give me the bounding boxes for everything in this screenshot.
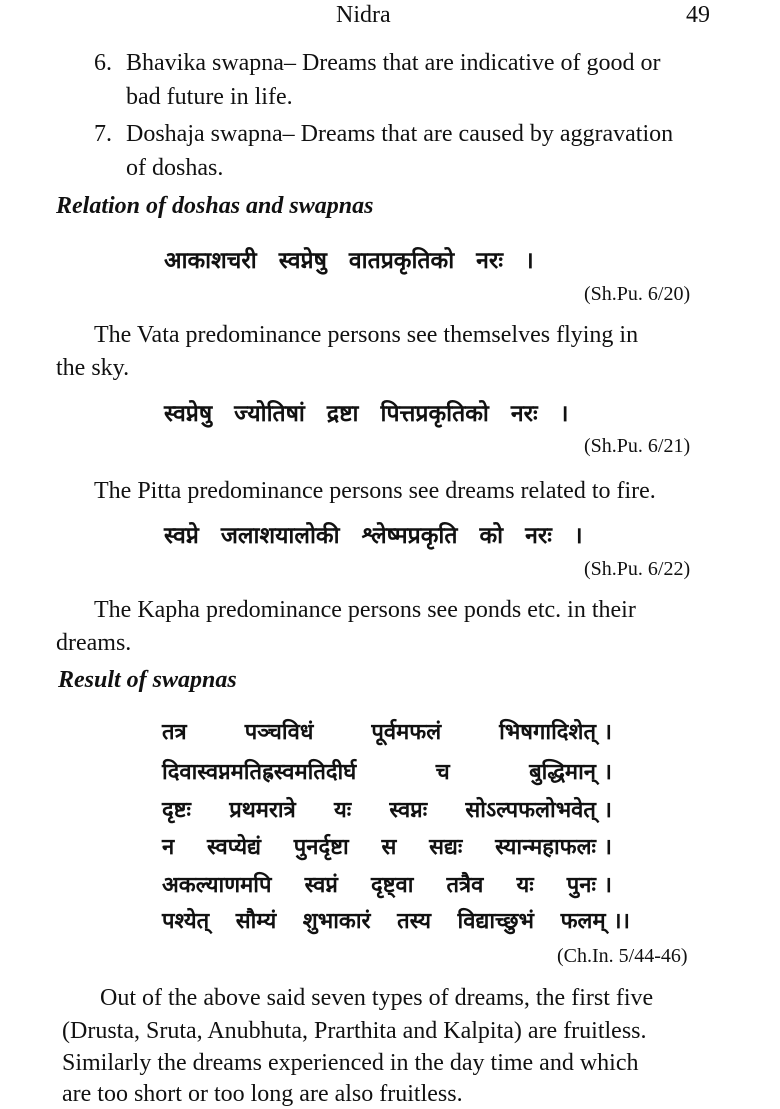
verse-word: स्वप्नः: [389, 798, 428, 823]
verse-word: विद्याच्छुभं: [457, 909, 535, 934]
section-heading-relation: Relation of doshas and swapnas: [56, 193, 374, 219]
verse-word: पूर्वमफलं: [371, 720, 442, 745]
paragraph-line: are too short or too long are also fruitless.: [62, 1081, 463, 1107]
paragraph-line: Similarly the dreams experienced in the day time and which: [62, 1050, 639, 1076]
verse-reference: (Sh.Pu. 6/22): [584, 558, 691, 580]
sanskrit-verse: स्वप्नेषु ज्योतिषां द्रष्टा पित्तप्रकृतिको नरः ।: [164, 401, 569, 427]
verse-word: स्वप्नं: [304, 873, 338, 898]
paragraph-line: The Pitta predominance persons see dreams related to fire.: [94, 478, 656, 504]
verse-word: पुनः ।: [566, 873, 612, 898]
verse-word: पञ्चविधं: [244, 720, 314, 745]
verse-word: सौम्यं: [235, 909, 277, 934]
verse-word: बुद्धिमान् ।: [529, 760, 612, 785]
verse-line: [162, 794, 612, 824]
verse-word: यः: [333, 798, 352, 823]
list-item-number: 7.: [94, 121, 112, 147]
verse-word: भिषगादिशेत् ।: [499, 720, 612, 745]
sanskrit-verse: स्वप्ने जलाशयालोकी श्लेष्मप्रकृति को नरः ।: [164, 523, 583, 549]
verse-word: तत्रैव: [446, 873, 484, 898]
paragraph-line: the sky.: [56, 355, 130, 381]
verse-word: दिवास्वप्नमतिह्रस्वमतिदीर्घ: [162, 760, 357, 785]
running-header-title: Nidra: [336, 2, 391, 28]
verse-word: फलम् ।।: [560, 909, 630, 934]
list-item-text-line2: of doshas.: [126, 155, 224, 181]
verse-word: पश्येत्: [162, 909, 210, 934]
list-item-text-line2: bad future in life.: [126, 84, 293, 110]
verse-word: यः: [516, 873, 534, 898]
verse-word: तस्य: [397, 909, 431, 934]
paragraph-line: The Vata predominance persons see themselves flying in: [94, 322, 639, 348]
verse-word: सद्यः: [429, 835, 463, 860]
verse-line: [162, 869, 612, 899]
verse-reference: (Sh.Pu. 6/21): [584, 435, 691, 457]
verse-word: दृष्ट्वा: [370, 873, 414, 898]
verse-word: च: [435, 760, 450, 785]
verse-word: स: [381, 835, 397, 860]
paragraph-line: (Drusta, Sruta, Anubhuta, Prarthita and Kalpita) are fruitless.: [62, 1018, 647, 1044]
verse-word: दृष्टः: [162, 798, 191, 823]
list-item-text-line1: Doshaja swapna– Dreams that are caused by aggravation: [126, 121, 674, 147]
verse-word: न: [162, 835, 175, 860]
verse-word: तत्र: [162, 720, 187, 745]
section-heading-result: Result of swapnas: [58, 667, 237, 693]
list-item-number: 6.: [94, 50, 112, 76]
verse-line: [162, 756, 612, 786]
paragraph-line: dreams.: [56, 630, 132, 656]
verse-word: अकल्याणमपि: [162, 873, 272, 898]
verse-reference: (Ch.In. 5/44-46): [557, 945, 688, 967]
verse-line: [162, 905, 630, 935]
verse-word: प्रथमरात्रे: [229, 798, 296, 823]
paragraph-line: The Kapha predominance persons see ponds etc. in their: [94, 597, 636, 623]
verse-word: स्यान्महाफलः ।: [495, 835, 612, 860]
verse-word: स्वप्येद्यं: [206, 835, 262, 860]
verse-word: शुभाकारं: [302, 909, 371, 934]
sanskrit-verse: आकाशचरी स्वप्नेषु वातप्रकृतिको नरः ।: [164, 248, 534, 274]
verse-line: [162, 831, 612, 861]
verse-line: [162, 716, 612, 746]
paragraph-line: Out of the above said seven types of dreams, the first five: [100, 985, 654, 1011]
verse-word: सोऽल्पफलोभवेत् ।: [465, 798, 612, 823]
page-number: 49: [686, 2, 710, 28]
verse-word: पुनर्दृष्टा: [293, 835, 349, 860]
list-item-text-line1: Bhavika swapna– Dreams that are indicative of good or: [126, 50, 661, 76]
verse-reference: (Sh.Pu. 6/20): [584, 283, 691, 305]
